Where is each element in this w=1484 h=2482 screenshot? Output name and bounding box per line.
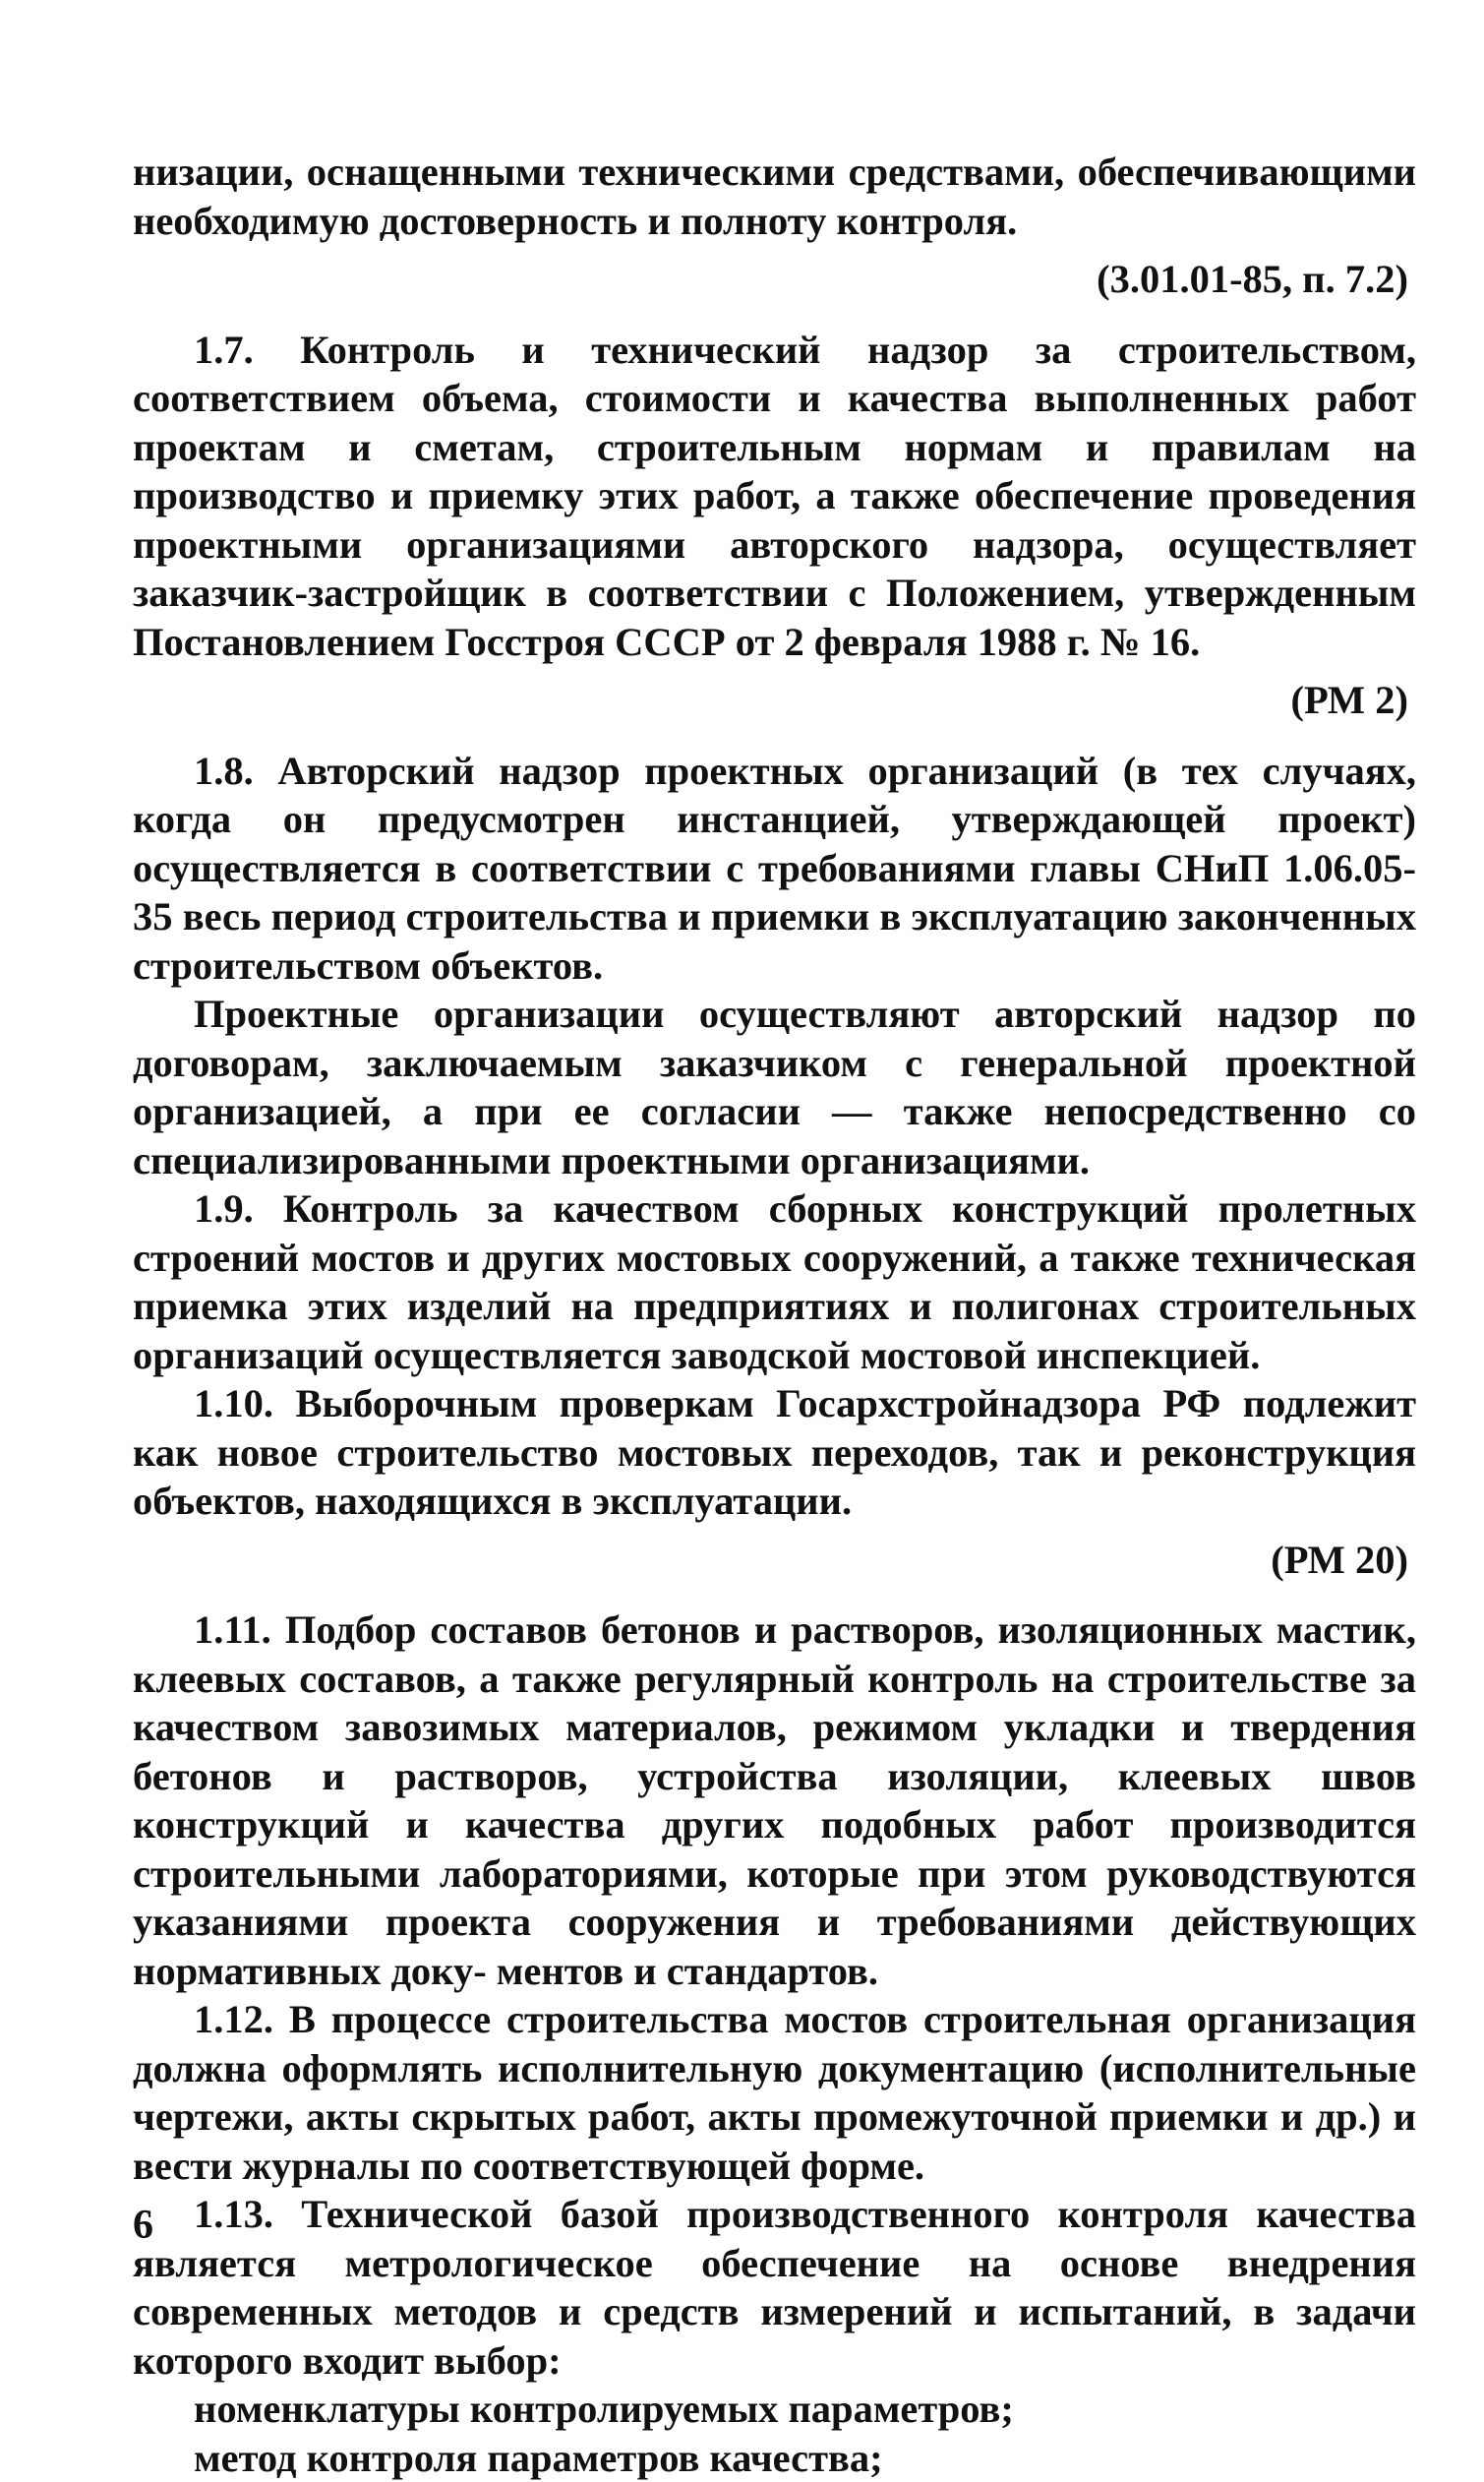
paragraph-1-10: 1.10. Выборочным проверкам Госархстройнадзора РФ подлежит как новое строительство мостовых переходов, так и реконструкция объектов, находящихся в эксплуатации. — [133, 1379, 1416, 1526]
intro-paragraph: низации, оснащенными техническими средствами, обеспечивающими необходимую достоверность и полноту контроля. — [133, 148, 1416, 245]
reference-rm-20: (РМ 20) — [133, 1536, 1408, 1585]
paragraph-1-8-continuation: Проектные организации осуществляют авторский надзор по договорам, заключаемым заказчиком с генеральной проектной организацией, а при ее согласии — также непосредственно со специализированными проектными организациями. — [133, 990, 1416, 1184]
paragraph-1-7: 1.7. Контроль и технический надзор за строительством, соответствием объема, стоимости и качества выполненных работ проектам и сметам, строительным нормам и правилам на производство и приемку этих работ, а также обеспечение проведения проектными организациями авторского надзора, осуществляет заказчик-застройщик в соответствии с Положением, утвержденным Постановлением Госстроя СССР от 2 февраля 1988 г. № 16. — [133, 326, 1416, 667]
paragraph-1-13: 1.13. Технической базой производственного контроля качества является метрологическое обеспечение на основе внедрения современных методов и средств измерений и испытаний, в задачи которого входит выбор: — [133, 2190, 1416, 2385]
document-page — [133, 148, 1416, 2482]
page-number: 6 — [133, 2202, 153, 2249]
reference-rm-2: (РМ 2) — [133, 676, 1408, 725]
paragraph-1-8: 1.8. Авторский надзор проектных организаций (в тех случаях, когда он предусмотрен инстанцией, утверждающей проект) осуществляется в соответствии с требованиями главы СНиП 1.06.05-35 весь период строительства и приемки в эксплуатацию законченных строительством объектов. — [133, 747, 1416, 991]
paragraph-1-9: 1.9. Контроль за качеством сборных конструкций пролетных строений мостов и других мостовых сооружений, а также техническая приемка этих изделий на предприятиях и полигонах строительных организаций осуществляется заводской мостовой инспекцией. — [133, 1184, 1416, 1379]
paragraph-1-12: 1.12. В процессе строительства мостов строительная организация должна оформлять исполнительную документацию (исполнительные чертежи, акты скрытых работ, акты промежуточной приемки и др.) и вести журналы по соответствующей форме. — [133, 1995, 1416, 2190]
list-item: метод контроля параметров качества; — [133, 2434, 1416, 2482]
paragraph-1-11: 1.11. Подбор составов бетонов и растворов, изоляционных мастик, клеевых составов, а также регулярный контроль на строительстве за качеством завозимых материалов, режимом укладки и твердения бетонов и растворов, устройства изоляции, клеевых швов конструкций и качества других подобных работ производится строительными лабораториями, которые при этом руководствуются указаниями проекта сооружения и требованиями действующих нормативных доку- ментов и стандартов. — [133, 1605, 1416, 1995]
reference-3-01-01-85: (3.01.01-85, п. 7.2) — [133, 255, 1408, 304]
list-item: номенклатуры контролируемых параметров; — [133, 2385, 1416, 2434]
